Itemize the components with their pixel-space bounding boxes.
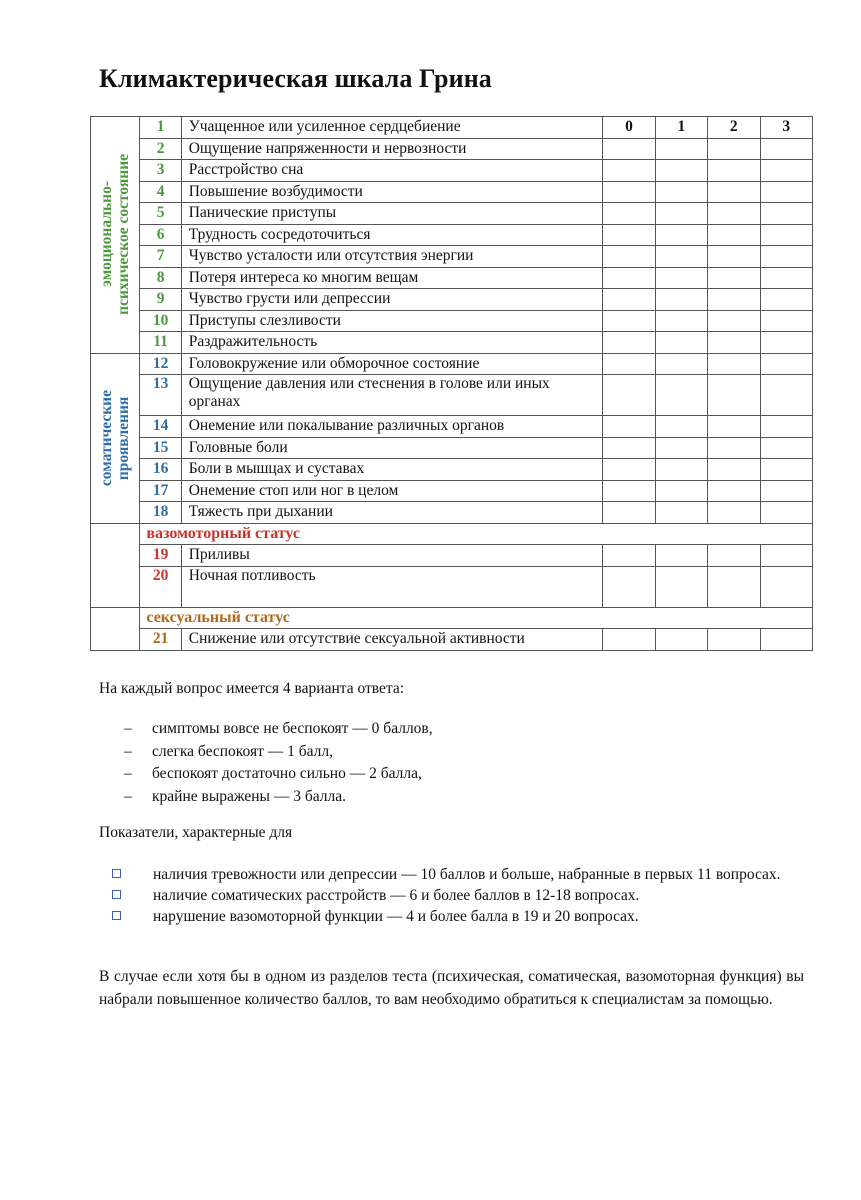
list-item: нарушение вазомоторной функции — 4 и более балла в 19 и 20 вопросах. — [110, 906, 804, 927]
item-text: Чувство грусти или депрессии — [181, 289, 603, 311]
score-cell[interactable] — [655, 375, 707, 416]
item-number: 12 — [140, 353, 181, 375]
score-cell[interactable] — [603, 353, 655, 375]
item-text: Головокружение или обморочное состояние — [181, 353, 603, 375]
score-cell[interactable] — [603, 138, 655, 160]
checkbox-icon — [112, 911, 121, 920]
score-cell[interactable] — [603, 160, 655, 182]
group-sexual — [91, 607, 140, 650]
score-cell[interactable] — [760, 353, 813, 375]
table-row — [91, 117, 813, 139]
green-scale-table — [90, 116, 813, 651]
score-cell[interactable] — [655, 545, 707, 567]
score-cell[interactable] — [708, 203, 760, 225]
item-number: 7 — [140, 246, 181, 268]
table-row — [91, 566, 813, 607]
section-header-vasomotor: вазомоторный статус — [140, 523, 813, 545]
score-cell[interactable] — [760, 459, 813, 481]
score-cell[interactable] — [655, 160, 707, 182]
score-cell[interactable] — [708, 416, 760, 438]
score-cell[interactable] — [603, 416, 655, 438]
item-number: 2 — [140, 138, 181, 160]
item-number: 5 — [140, 203, 181, 225]
list-item: наличия тревожности или депрессии — 10 баллов и больше, набранные в первых 11 вопросах. — [110, 864, 804, 885]
score-cell[interactable] — [708, 629, 760, 651]
score-header: 3 — [760, 117, 813, 139]
item-text: Чувство усталости или отсутствия энергии — [181, 246, 603, 268]
list-item: – беспокоят достаточно сильно — 2 балла, — [124, 765, 422, 782]
score-cell[interactable] — [708, 224, 760, 246]
section-header-row — [91, 523, 813, 545]
score-cell[interactable] — [760, 545, 813, 567]
table-row — [91, 332, 813, 354]
score-cell[interactable] — [708, 246, 760, 268]
group-emotional — [91, 117, 140, 354]
score-cell[interactable] — [760, 310, 813, 332]
score-cell[interactable] — [760, 566, 813, 607]
list-item: – симптомы вовсе не беспокоят — 0 баллов, — [124, 720, 433, 737]
item-text: Ощущение напряженности и нервозности — [181, 138, 603, 160]
score-cell[interactable] — [708, 437, 760, 459]
score-cell[interactable] — [708, 375, 760, 416]
score-cell[interactable] — [708, 502, 760, 524]
score-cell[interactable] — [655, 289, 707, 311]
score-cell[interactable] — [760, 289, 813, 311]
item-number: 9 — [140, 289, 181, 311]
score-cell[interactable] — [655, 629, 707, 651]
score-cell[interactable] — [603, 375, 655, 416]
item-number: 15 — [140, 437, 181, 459]
score-cell[interactable] — [760, 160, 813, 182]
item-number: 17 — [140, 480, 181, 502]
item-number: 20 — [140, 566, 181, 607]
score-cell[interactable] — [760, 480, 813, 502]
item-text: Панические приступы — [181, 203, 603, 225]
score-cell[interactable] — [603, 332, 655, 354]
score-cell[interactable] — [708, 480, 760, 502]
score-cell[interactable] — [708, 459, 760, 481]
score-cell[interactable] — [603, 181, 655, 203]
score-cell[interactable] — [708, 160, 760, 182]
item-text: Ночная потливость — [181, 566, 603, 607]
score-cell[interactable] — [655, 459, 707, 481]
score-cell[interactable] — [603, 289, 655, 311]
item-text: Ощущение давления или стеснения в голове или иных органах — [181, 375, 603, 416]
item-number: 1 — [140, 117, 181, 139]
item-number: 14 — [140, 416, 181, 438]
item-number: 16 — [140, 459, 181, 481]
item-text: Повышение возбудимости — [181, 181, 603, 203]
group-emotional-label: эмоционально- психическое состояние — [98, 154, 133, 316]
answers-intro: На каждый вопрос имеется 4 варианта ответа: — [99, 680, 405, 697]
table-row — [91, 459, 813, 481]
score-cell[interactable] — [708, 545, 760, 567]
score-cell[interactable] — [655, 203, 707, 225]
score-header: 1 — [655, 117, 707, 139]
item-text: Приливы — [181, 545, 603, 567]
score-cell[interactable] — [655, 332, 707, 354]
item-number: 4 — [140, 181, 181, 203]
score-cell[interactable] — [760, 267, 813, 289]
score-cell[interactable] — [603, 437, 655, 459]
item-number: 11 — [140, 332, 181, 354]
table-row — [91, 353, 813, 375]
table-row — [91, 267, 813, 289]
item-number: 21 — [140, 629, 181, 651]
score-cell[interactable] — [603, 267, 655, 289]
score-cell[interactable] — [708, 566, 760, 607]
score-cell[interactable] — [760, 375, 813, 416]
score-cell[interactable] — [760, 138, 813, 160]
item-number: 8 — [140, 267, 181, 289]
group-vasomotor — [91, 523, 140, 607]
item-number: 18 — [140, 502, 181, 524]
score-cell[interactable] — [760, 181, 813, 203]
item-text: Онемение или покалывание различных органов — [181, 416, 603, 438]
item-text: Трудность сосредоточиться — [181, 224, 603, 246]
list-item: наличие соматических расстройств — 6 и более баллов в 12-18 вопросах. — [110, 885, 804, 906]
score-cell[interactable] — [708, 181, 760, 203]
score-cell[interactable] — [655, 138, 707, 160]
item-number: 13 — [140, 375, 181, 416]
indicators-intro: Показатели, характерные для — [99, 824, 293, 841]
score-cell[interactable] — [603, 203, 655, 225]
score-cell[interactable] — [603, 459, 655, 481]
table-row — [91, 480, 813, 502]
score-cell[interactable] — [603, 246, 655, 268]
score-cell[interactable] — [708, 289, 760, 311]
group-somatic-label: соматические проявления — [98, 389, 133, 487]
item-text: Раздражительность — [181, 332, 603, 354]
score-cell[interactable] — [655, 267, 707, 289]
score-cell[interactable] — [655, 437, 707, 459]
group-somatic — [91, 353, 140, 523]
score-cell[interactable] — [655, 246, 707, 268]
table-row — [91, 160, 813, 182]
table-row — [91, 224, 813, 246]
score-cell[interactable] — [708, 353, 760, 375]
score-cell[interactable] — [760, 224, 813, 246]
table-row — [91, 246, 813, 268]
indicators-list — [110, 864, 804, 927]
item-text: Снижение или отсутствие сексуальной активности — [181, 629, 603, 651]
answers-list — [124, 718, 433, 808]
item-text: Приступы слезливости — [181, 310, 603, 332]
score-cell[interactable] — [655, 416, 707, 438]
item-text: Тяжесть при дыхании — [181, 502, 603, 524]
score-cell[interactable] — [708, 332, 760, 354]
score-cell[interactable] — [603, 502, 655, 524]
score-cell[interactable] — [655, 502, 707, 524]
item-number: 10 — [140, 310, 181, 332]
score-cell[interactable] — [603, 310, 655, 332]
item-number: 6 — [140, 224, 181, 246]
score-header: 2 — [708, 117, 760, 139]
score-cell[interactable] — [603, 224, 655, 246]
score-cell[interactable] — [603, 545, 655, 567]
score-cell[interactable] — [760, 629, 813, 651]
list-item: – слегка беспокоят — 1 балл, — [124, 742, 333, 760]
score-cell[interactable] — [760, 246, 813, 268]
score-cell[interactable] — [760, 332, 813, 354]
item-text: Головные боли — [181, 437, 603, 459]
score-cell[interactable] — [603, 480, 655, 502]
item-number: 3 — [140, 160, 181, 182]
table-row — [91, 203, 813, 225]
score-cell[interactable] — [655, 181, 707, 203]
conclusion-paragraph: В случае если хотя бы в одном из разделов теста (психическая, соматическая, вазомоторная функция) вы набрали повышенное количество баллов, то вам необходимо обратиться к специалистам за помощью. — [99, 968, 804, 1008]
item-text: Потеря интереса ко многим вещам — [181, 267, 603, 289]
item-number: 19 — [140, 545, 181, 567]
table-row — [91, 310, 813, 332]
table-row — [91, 289, 813, 311]
score-cell[interactable] — [708, 138, 760, 160]
checkbox-icon — [112, 890, 121, 899]
score-cell[interactable] — [760, 437, 813, 459]
score-cell[interactable] — [760, 416, 813, 438]
score-cell[interactable] — [708, 310, 760, 332]
table-row — [91, 545, 813, 567]
score-cell[interactable] — [655, 353, 707, 375]
item-text: Расстройство сна — [181, 160, 603, 182]
score-cell[interactable] — [603, 629, 655, 651]
table-row — [91, 181, 813, 203]
table-row — [91, 502, 813, 524]
table-row — [91, 629, 813, 651]
table-row — [91, 375, 813, 416]
score-cell[interactable] — [655, 224, 707, 246]
table-row — [91, 437, 813, 459]
section-header-sexual: сексуальный статус — [140, 607, 813, 629]
score-cell[interactable] — [603, 566, 655, 607]
table-row — [91, 138, 813, 160]
section-header-row — [91, 607, 813, 629]
item-text: Онемение стоп или ног в целом — [181, 480, 603, 502]
table-row — [91, 416, 813, 438]
score-header: 0 — [603, 117, 655, 139]
score-cell[interactable] — [708, 267, 760, 289]
score-cell[interactable] — [655, 480, 707, 502]
list-item: – крайне выражены — 3 балла. — [124, 787, 346, 805]
item-text: Боли в мышцах и суставах — [181, 459, 603, 481]
item-text: Учащенное или усиленное сердцебиение — [181, 117, 603, 139]
page-title: Климактерическая шкала Грина — [99, 64, 492, 93]
score-cell[interactable] — [760, 502, 813, 524]
checkbox-icon — [112, 869, 121, 878]
score-cell[interactable] — [760, 203, 813, 225]
score-cell[interactable] — [655, 566, 707, 607]
score-cell[interactable] — [655, 310, 707, 332]
